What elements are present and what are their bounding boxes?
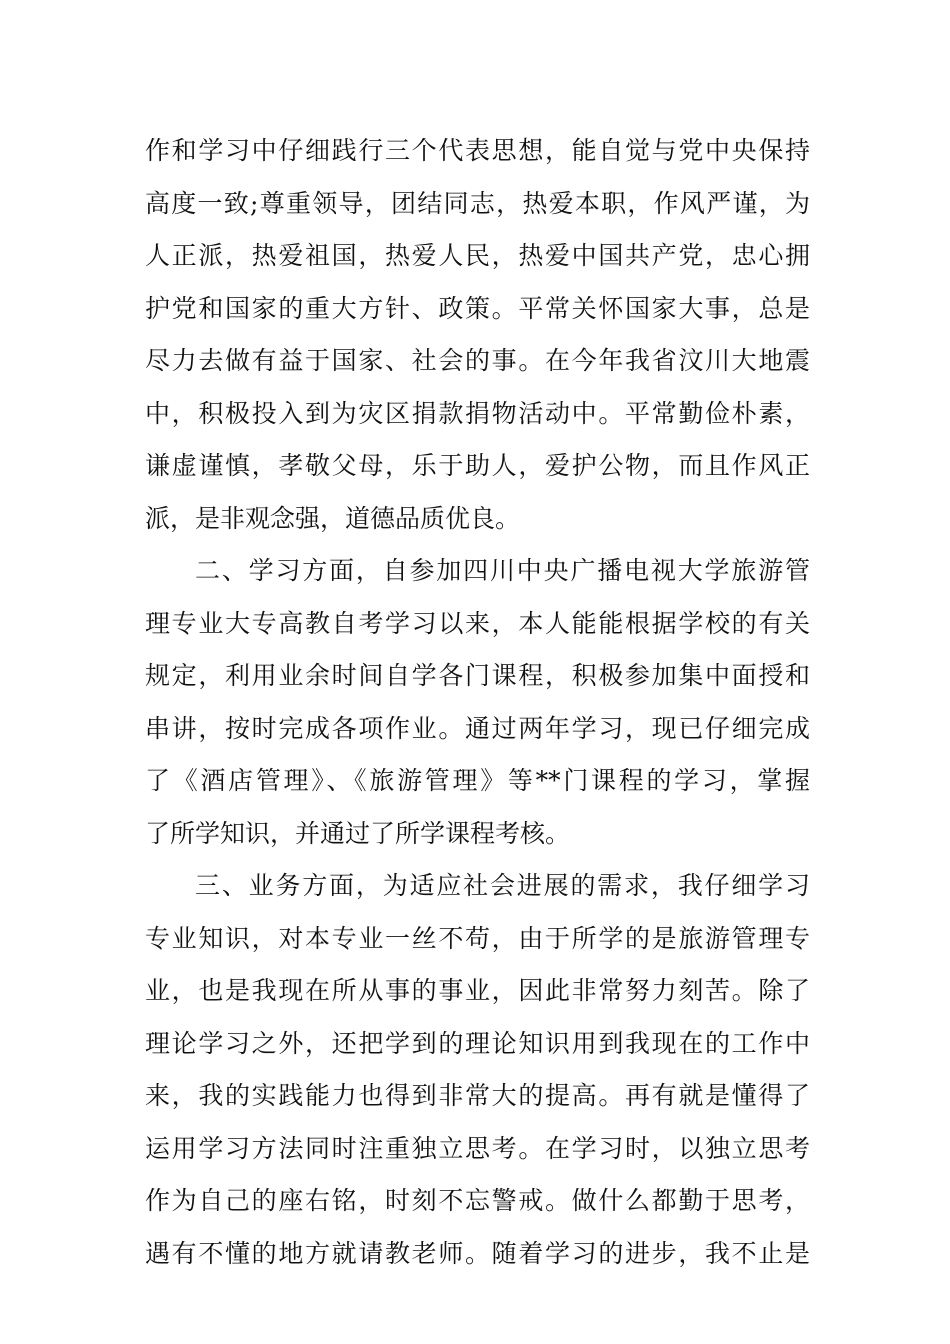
text-line: 护党和国家的重大方针、政策。平常关怀国家大事，总是 — [145, 293, 810, 323]
paragraph-start-line: 二、学习方面，自参加四川中央广播电视大学旅游管 — [195, 556, 810, 585]
text-line: 理论学习之外，还把学到的理论知识用到我现在的工作中 — [145, 1028, 810, 1058]
text-line: 专业知识，对本专业一丝不苟，由于所学的是旅游管理专 — [145, 923, 810, 953]
text-line: 了所学知识，并通过了所学课程考核。 — [145, 818, 571, 848]
body-text — [145, 125, 810, 1280]
text-line: 派，是非观念强，道德品质优良。 — [145, 503, 521, 533]
paragraph-start-line: 三、业务方面，为适应社会进展的需求，我仔细学习 — [195, 871, 810, 900]
text-line: 遇有不懂的地方就请教老师。随着学习的进步，我不止是 — [145, 1238, 810, 1268]
text-line: 中，积极投入到为灾区捐款捐物活动中。平常勤俭朴素， — [145, 398, 810, 428]
text-line: 理专业大专高教自考学习以来，本人能能根据学校的有关 — [145, 608, 810, 638]
text-line: 人正派，热爱祖国，热爱人民，热爱中国共产党，忠心拥 — [145, 241, 810, 270]
text-line: 谦虚谨慎，孝敬父母，乐于助人，爱护公物，而且作风正 — [145, 451, 810, 480]
text-line: 规定，利用业余时间自学各门课程，积极参加集中面授和 — [145, 661, 810, 690]
text-line: 尽力去做有益于国家、社会的事。在今年我省汶川大地震 — [145, 346, 810, 375]
text-line: 串讲，按时完成各项作业。通过两年学习，现已仔细完成 — [145, 713, 810, 743]
text-line: 运用学习方法同时注重独立思考。在学习时，以独立思考 — [145, 1133, 810, 1163]
text-line: 了《酒店管理》、《旅游管理》等**门课程的学习，掌握 — [145, 766, 810, 795]
text-line: 来，我的实践能力也得到非常大的提高。再有就是懂得了 — [145, 1081, 810, 1110]
text-line: 作和学习中仔细践行三个代表思想，能自觉与党中央保持 — [145, 136, 810, 165]
text-line: 业，也是我现在所从事的事业，因此非常努力刻苦。除了 — [145, 976, 810, 1005]
text-line: 作为自己的座右铭，时刻不忘警戒。做什么都勤于思考， — [145, 1186, 810, 1215]
text-line: 高度一致;尊重领导，团结同志，热爱本职，作风严谨，为 — [145, 188, 810, 218]
